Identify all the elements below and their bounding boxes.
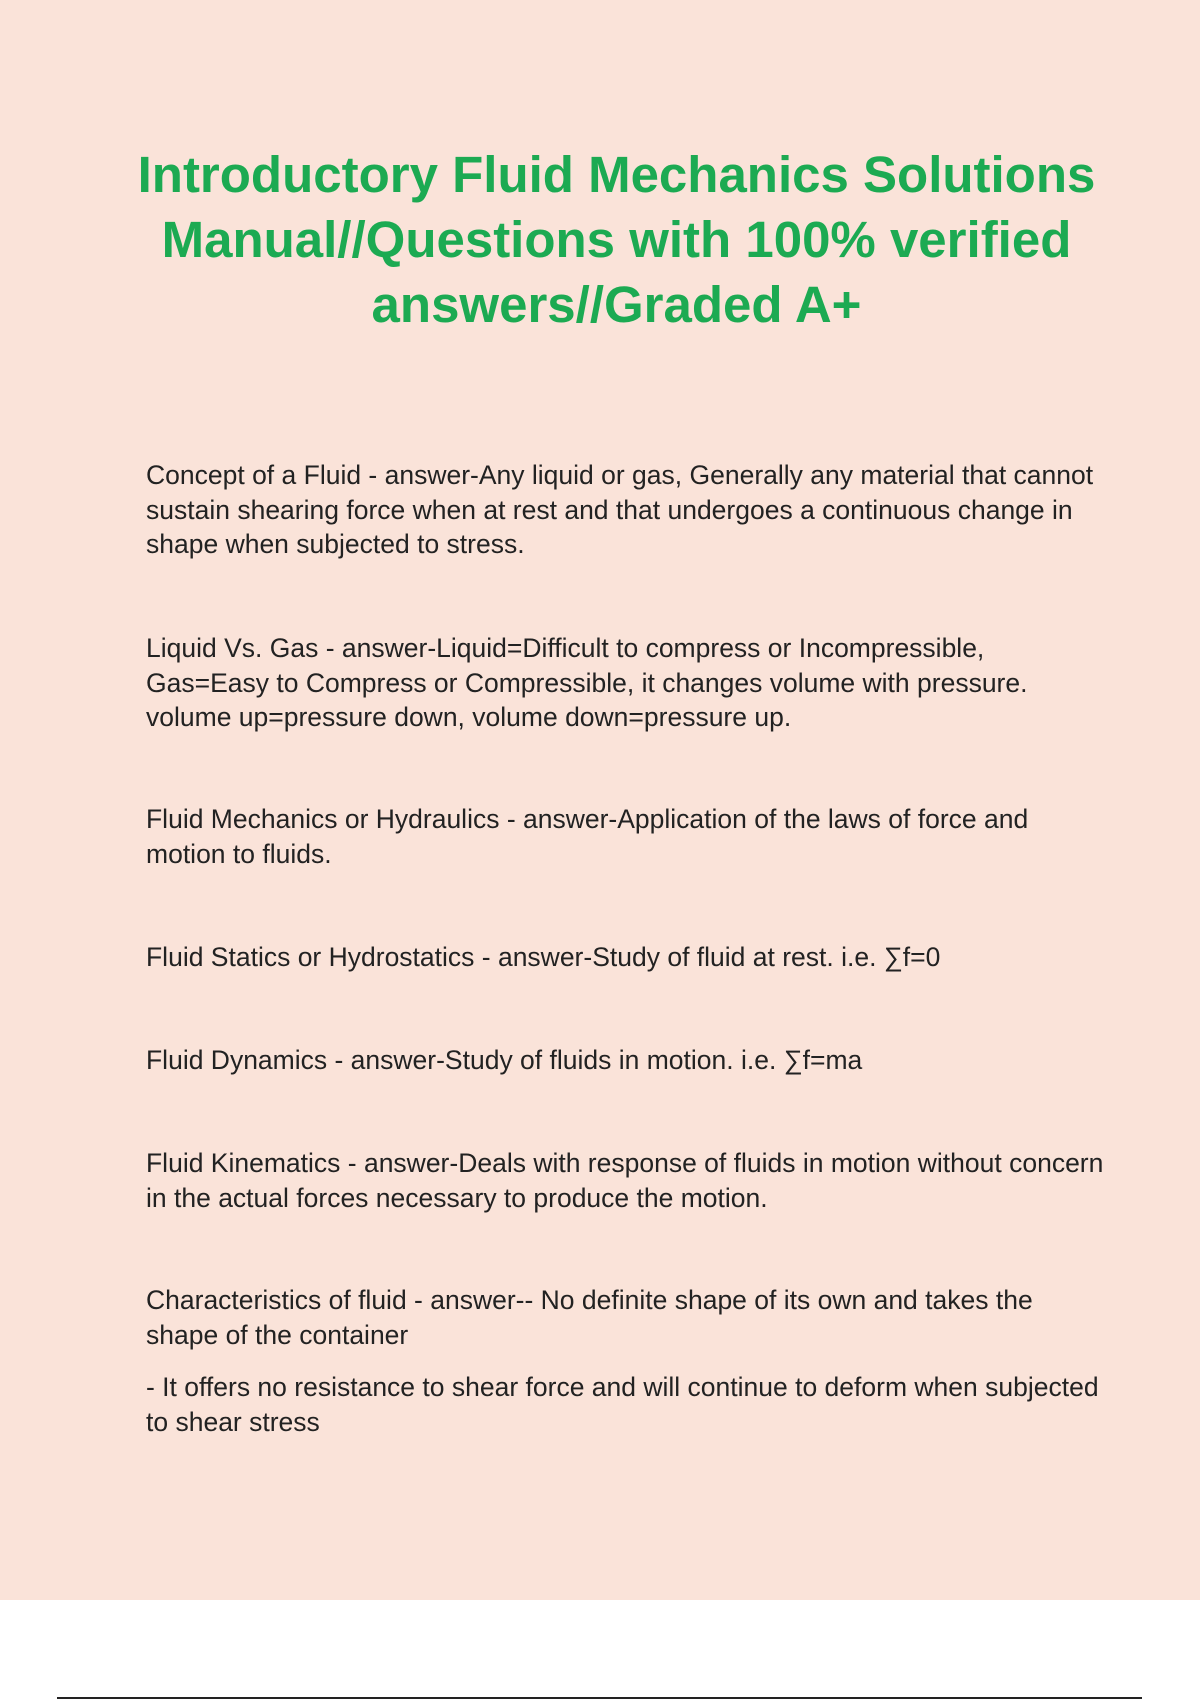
entry-characteristics-of-fluid: Characteristics of fluid - answer-- No definite shape of its own and takes the shape of the container	[146, 1285, 1033, 1350]
entry-concept-of-fluid: Concept of a Fluid - answer-Any liquid or gas, Generally any material that cannot sustain shearing force when at rest and that undergoes a continuous change in shape when subjected to stress.	[146, 460, 1094, 559]
entry-liquid-vs-gas: Liquid Vs. Gas - answer-Liquid=Difficult to compress or Incompressible, Gas=Easy to Compress or Compressible, it changes volume with pressure. volume up=pressure down, volume down=pressure up.	[146, 633, 1028, 732]
entry-fluid-mechanics: Fluid Mechanics or Hydraulics - answer-Application of the laws of force and motion to fluids.	[146, 804, 1029, 869]
entry-fluid-statics: Fluid Statics or Hydrostatics - answer-Study of fluid at rest. i.e. ∑f=0	[146, 942, 941, 972]
entry-fluid-dynamics: Fluid Dynamics - answer-Study of fluids in motion. i.e. ∑f=ma	[146, 1045, 863, 1075]
entry-fluid-kinematics: Fluid Kinematics - answer-Deals with response of fluids in motion without concern in the actual forces necessary to produce the motion.	[146, 1148, 1104, 1213]
document-title: Introductory Fluid Mechanics Solutions Manual//Questions with 100% verified answers//Graded A+	[137, 146, 1096, 333]
entry-characteristics-continued: - It offers no resistance to shear force and will continue to deform when subjected to shear stress	[146, 1372, 1099, 1437]
footer-divider	[57, 1697, 1142, 1699]
